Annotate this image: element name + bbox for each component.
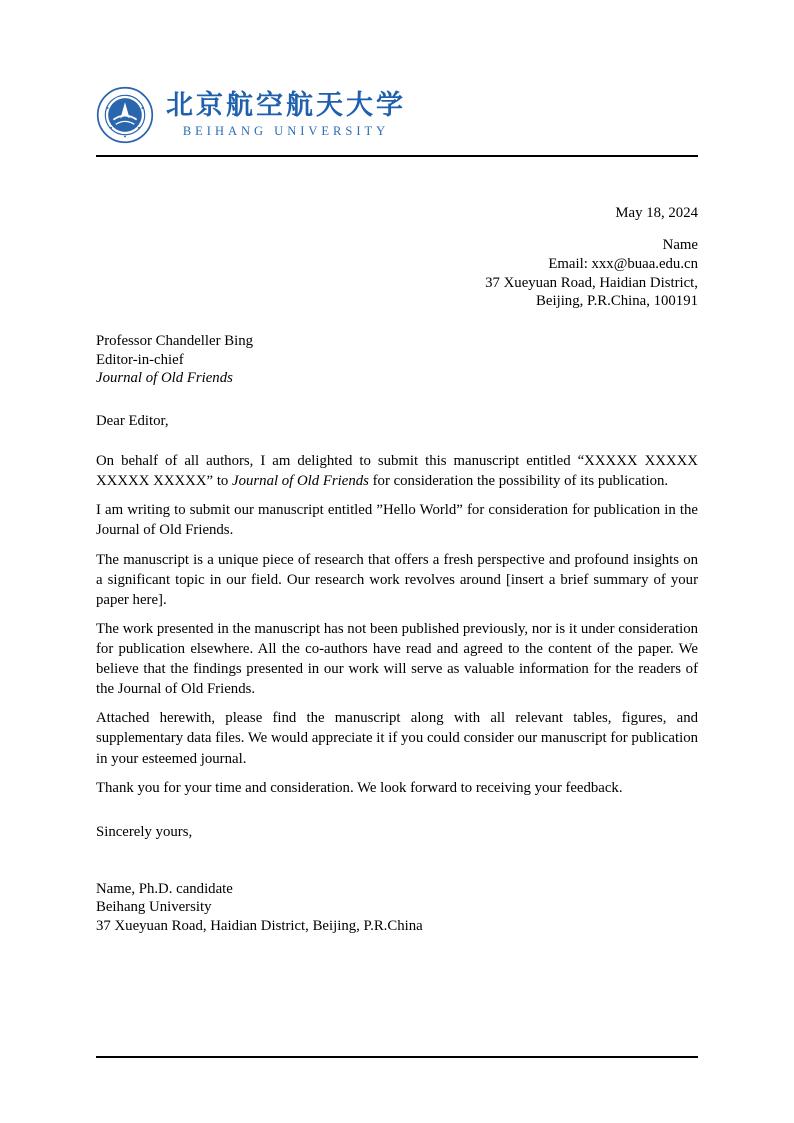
signature-name: Name, Ph.D. candidate [96,880,233,897]
letter-date: May 18, 2024 [615,205,698,221]
letter-content [96,0,698,936]
closing: Sincerely yours, [96,823,193,840]
body-paragraph-3: The manuscript is a unique piece of research that offers a fresh perspective and profound insights on a significant topic in our field. Our research work revolves around [insert a brief summary of your paper here]. [96,551,698,608]
recipient-journal: Journal of Old Friends [96,370,233,387]
paragraph-1-pre: On behalf of all authors, I am delighted to submit this manuscript entitled “XXXXX XXXXX XXXXX XXXXX” to [96,453,698,490]
recipient-name: Professor Chandeller Bing [96,333,253,350]
sender-address-line2: Beijing, P.R.China, 100191 [536,293,698,310]
recipient-block [96,332,698,388]
university-emblem-icon [96,86,154,144]
header-rule [96,155,698,157]
body-paragraph-2: I am writing to submit our manuscript entitled ”Hello World” for consideration for publication in the Journal of Old Friends. [96,502,698,539]
sender-block [96,236,698,311]
body-paragraph-4: The work presented in the manuscript has not been published previously, nor is it under consideration for publication elsewhere. All the co-authors have read and agreed to the content of the paper. We believe that the findings presented in our work will serve as valuable information for the readers of the Journal of Old Friends. [96,620,698,698]
sender-address-line1: 37 Xueyuan Road, Haidian District, [485,274,698,291]
body-paragraph-1 [96,451,698,491]
paragraph-1-journal-name: Journal of Old Friends [232,473,369,490]
letterhead-text [166,91,406,140]
paragraph-1-post: for consideration the possibility of its publication. [368,473,669,490]
sender-name: Name [662,237,698,254]
signature-block [96,880,698,936]
university-name-english: BEIHANG UNIVERSITY [182,124,390,139]
sender-email: Email: xxx@buaa.edu.cn [548,256,698,273]
salutation: Dear Editor, [96,412,169,429]
university-name-chinese: 北京航空航天大学 [166,89,406,121]
body-paragraph-6: Thank you for your time and consideration. We look forward to receiving your feedback. [96,779,623,796]
body-paragraph-5: Attached herewith, please find the manuscript along with all relevant tables, figures, and supplementary data files. We would appreciate it if you could consider our manuscript for publication in your esteemed journal. [96,710,698,767]
signature-affiliation: Beihang University [96,899,212,916]
footer-rule [96,1056,698,1058]
signature-address: 37 Xueyuan Road, Haidian District, Beijing, P.R.China [96,918,423,935]
letterhead [96,86,698,144]
recipient-title: Editor-in-chief [96,351,184,368]
